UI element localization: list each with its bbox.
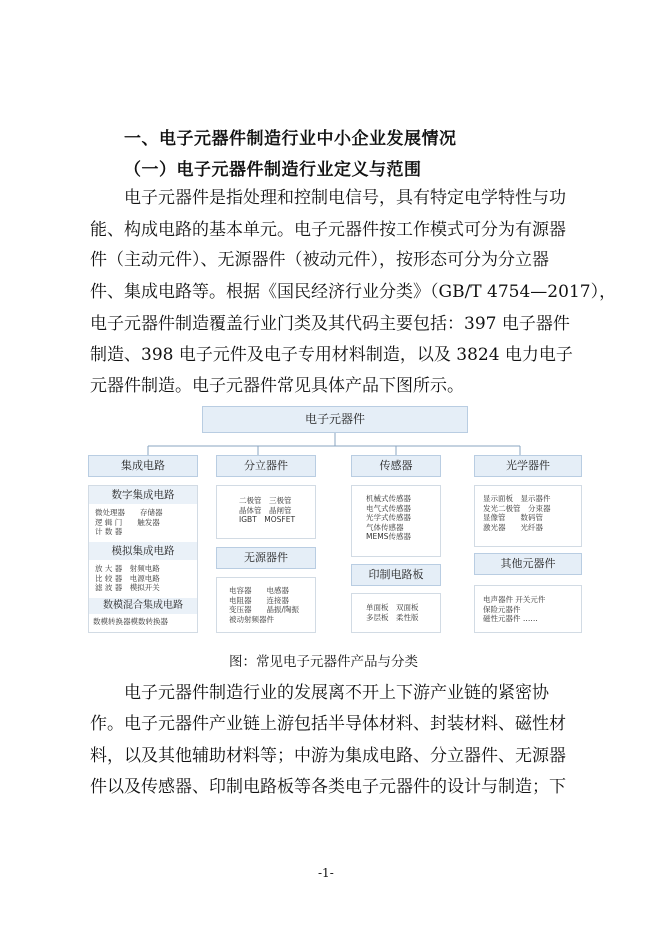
digital-ic-item: 微处理器 存储器: [95, 508, 163, 517]
discrete-item: 二极管 三极管: [239, 496, 292, 505]
pcb-header: 印制电路板: [351, 564, 441, 586]
sensor-list: [351, 485, 441, 557]
analog-ic-title: 模拟集成电路: [89, 542, 197, 560]
analog-ic-item: 滤 波 器 模拟开关: [95, 583, 160, 592]
sensor-item: 电气式传感器: [366, 503, 411, 513]
component-classification-diagram: [88, 403, 582, 638]
mixed-ic-item: 数模转换器模数转换器: [93, 617, 168, 626]
para1-line: 电子元器件制造覆盖行业门类及其代码主要包括：397 电子器件: [90, 314, 570, 334]
digital-ic-item: 计 数 器: [95, 527, 123, 536]
ic-panel: [88, 485, 198, 633]
discrete-item: IGBT MOSFET: [239, 515, 296, 524]
para1-line: 能、构成电路的基本单元。电子元器件按工作模式可分为有源器: [90, 220, 566, 240]
para2-line: 料，以及其他辅助材料等；中游为集成电路、分立器件、无源器: [90, 746, 566, 766]
discrete-item: 晶体管 晶闸管: [239, 505, 292, 515]
para1-line: 件、集成电路等。根据《国民经济行业分类》（GB/T 4754—2017），: [90, 282, 617, 302]
passive-item: 电阻器 连接器: [229, 595, 289, 605]
other-item: 电声器件 开关元件: [483, 595, 546, 604]
analog-ic-item: 比 较 器 电源电路: [95, 573, 160, 583]
subsection-heading: （一）电子元器件制造行业定义与范围: [124, 160, 422, 180]
mixed-ic-list: [93, 617, 195, 629]
pcb-item: 单面板 双面板: [366, 603, 419, 612]
passive-header: 无源器件: [216, 547, 316, 569]
para1-line: 件（主动元件）、无源器件（被动元件），按形态可分为分立器: [90, 250, 549, 270]
pcb-item: 多层板 柔性版: [366, 612, 419, 622]
para2-line: 作。电子元器件产业链上游包括半导体材料、封装材料、磁性材: [90, 714, 566, 734]
root-node: 电子元器件: [202, 406, 468, 433]
other-item: 保险元器件: [483, 604, 521, 614]
optical-item: 显示面板 显示器件: [483, 494, 551, 503]
para1-line: 制造、398 电子元件及电子专用材料制造，以及 3824 电力电子: [90, 345, 573, 365]
pcb-list: [351, 593, 441, 633]
optical-list: [474, 485, 582, 547]
sensor-item: 机械式传感器: [366, 494, 411, 503]
optical-item: 激光器 光纤器: [483, 522, 543, 532]
mixed-ic-title: 数模混合集成电路: [89, 598, 197, 614]
discrete-list: [216, 485, 316, 539]
para1-line: 电子元器件是指处理和控制电信号，具有特定电学特性与功: [124, 188, 566, 208]
para2-line: 件以及传感器、印制电路板等各类电子元器件的设计与制造；下: [90, 777, 566, 797]
discrete-header: 分立器件: [216, 455, 316, 477]
page-number: -1-: [318, 866, 334, 880]
sensor-item: 气体传感器: [366, 522, 404, 532]
para1-line: 元器件制造。电子元器件常见具体产品下图所示。: [90, 376, 464, 396]
passive-item: 电容器 电感器: [229, 586, 289, 595]
other-header: 其他元器件: [474, 553, 582, 575]
digital-ic-item: 逻 辑 门 触发器: [95, 517, 160, 527]
optical-item: 显像管 数码管: [483, 513, 543, 522]
digital-ic-list: [95, 506, 193, 540]
other-list: [474, 585, 582, 633]
digital-ic-title: 数字集成电路: [89, 486, 197, 504]
figure-caption: 图：常见电子元器件产品与分类: [229, 654, 418, 670]
optical-header: 光学器件: [474, 455, 582, 477]
passive-item: 被动射频器件: [229, 614, 274, 624]
analog-ic-list: [95, 562, 193, 596]
sensor-item: MEMS传感器: [366, 532, 411, 541]
sensor-header: 传感器: [351, 455, 441, 477]
passive-item: 变压器 晶振/陶振: [229, 605, 300, 614]
passive-list: [216, 577, 316, 633]
section-heading: 一、电子元器件制造行业中小企业发展情况: [124, 129, 457, 149]
para2-line: 电子元器件制造行业的发展离不开上下游产业链的紧密协: [124, 683, 549, 703]
other-item: 磁性元器件 ……: [483, 614, 538, 623]
ic-header: 集成电路: [88, 455, 198, 477]
analog-ic-item: 放 大 器 射频电路: [95, 564, 160, 573]
sensor-item: 光学式传感器: [366, 513, 411, 522]
optical-item: 发光二极管 分束器: [483, 503, 551, 513]
